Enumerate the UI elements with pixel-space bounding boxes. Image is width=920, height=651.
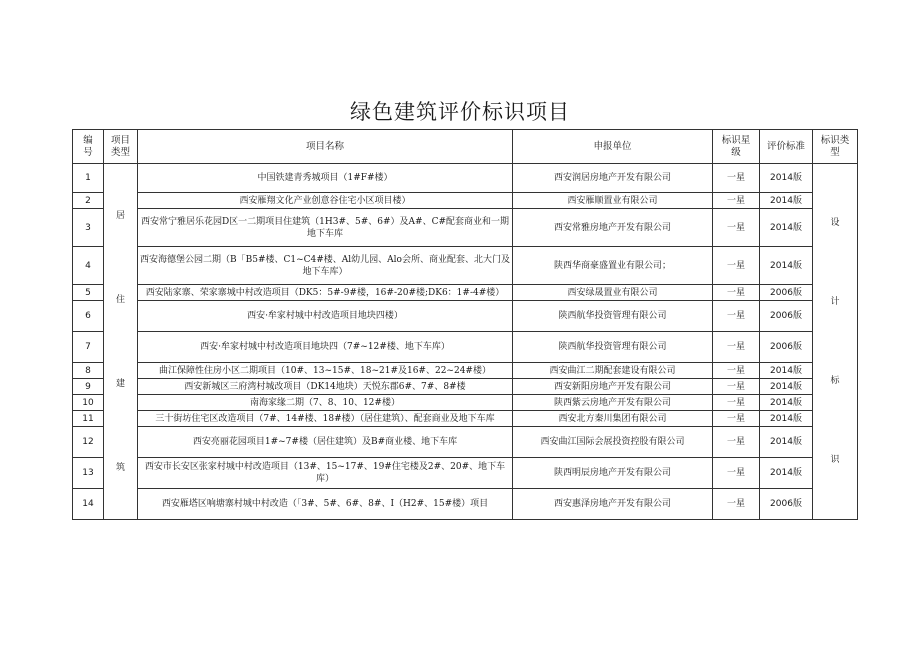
evaluation-standard: 2006版 <box>760 332 813 363</box>
header-row <box>73 130 858 164</box>
table-row <box>73 209 858 247</box>
star-level: 一星 <box>713 332 760 363</box>
row-num: 9 <box>73 379 104 395</box>
table-row <box>73 489 858 520</box>
evaluation-standard: 2014版 <box>760 164 813 193</box>
evaluation-standard: 2014版 <box>760 458 813 489</box>
project-type-cell <box>104 164 138 520</box>
project-table <box>72 129 858 520</box>
evaluation-standard: 2014版 <box>760 379 813 395</box>
star-level: 一星 <box>713 379 760 395</box>
row-num: 4 <box>73 247 104 285</box>
project-type-char: 建 <box>115 378 125 389</box>
row-num: 7 <box>73 332 104 363</box>
evaluation-standard: 2014版 <box>760 193 813 209</box>
table-row <box>73 247 858 285</box>
project-name: 西安海德堡公园二期（B「B5#楼、C1~C4#楼、Al幼儿园、Alo会所、商业配套、北大门及地下车库） <box>138 247 513 285</box>
evaluation-standard: 2014版 <box>760 363 813 379</box>
row-num: 5 <box>73 285 104 301</box>
table-row <box>73 285 858 301</box>
project-name: 西安雁翔文化产业创意谷住宅小区项目楼） <box>138 193 513 209</box>
row-num: 12 <box>73 427 104 458</box>
applicant-unit: 西安北方秦川集团有限公司 <box>513 411 713 427</box>
table-row <box>73 332 858 363</box>
applicant-unit: 陕西航华投资管理有限公司 <box>513 332 713 363</box>
page-title: 绿色建筑评价标识项目 <box>350 100 570 124</box>
header-label-type: 标识类 型 <box>813 130 858 164</box>
project-name: 西安亮丽花园项目1#~7#楼（居住建筑）及B#商业楼、地下车库 <box>138 427 513 458</box>
table-row <box>73 363 858 379</box>
table-row <box>73 301 858 332</box>
project-name: 西安常宁雅居乐花园D区一二期项目住建筑（1H3#、5#、6#）及A#、C#配套商业和一期地下车库 <box>138 209 513 247</box>
label-type-char: 计 <box>830 297 840 307</box>
star-level: 一星 <box>713 363 760 379</box>
applicant-unit: 陕西航华投资管理有限公司 <box>513 301 713 332</box>
project-name: 西安市长安区张家村城中村改造项目（13#、15~17#、19#住宅楼及2#、20#、地下车库） <box>138 458 513 489</box>
applicant-unit: 西安润居房地产开发有限公司 <box>513 164 713 193</box>
label-type-char: 识 <box>830 455 840 465</box>
row-num: 11 <box>73 411 104 427</box>
applicant-unit: 西安曲江二期配套建设有限公司 <box>513 363 713 379</box>
applicant-unit: 陕西紫云房地产开发有限公司 <box>513 395 713 411</box>
star-level: 一星 <box>713 285 760 301</box>
table-row <box>73 164 858 193</box>
header-unit: 申报单位 <box>513 130 713 164</box>
star-level: 一星 <box>713 301 760 332</box>
evaluation-standard: 2006版 <box>760 285 813 301</box>
evaluation-standard: 2006版 <box>760 301 813 332</box>
header-name: 项目名称 <box>138 130 513 164</box>
star-level: 一星 <box>713 411 760 427</box>
evaluation-standard: 2014版 <box>760 427 813 458</box>
project-name: 西安·牟家村城中村改造项目地块四楼） <box>138 301 513 332</box>
table-row <box>73 458 858 489</box>
applicant-unit: 西安绿晟置业有限公司 <box>513 285 713 301</box>
star-level: 一星 <box>713 193 760 209</box>
star-level: 一星 <box>713 458 760 489</box>
applicant-unit: 西安常雅房地产开发有限公司 <box>513 209 713 247</box>
evaluation-standard: 2014版 <box>760 209 813 247</box>
evaluation-standard: 2014版 <box>760 411 813 427</box>
applicant-unit: 西安曲江国际会展投资控股有限公司 <box>513 427 713 458</box>
applicant-unit: 陕西华商豪盛置业有限公司； <box>513 247 713 285</box>
row-num: 8 <box>73 363 104 379</box>
table-row <box>73 379 858 395</box>
star-level: 一星 <box>713 209 760 247</box>
star-level: 一星 <box>713 427 760 458</box>
project-name: 中国铁建青秀城项目（1#F#楼） <box>138 164 513 193</box>
evaluation-standard: 2014版 <box>760 395 813 411</box>
applicant-unit: 西安新阳房地产开发有限公司 <box>513 379 713 395</box>
star-level: 一星 <box>713 247 760 285</box>
label-type-char: 设 <box>830 218 840 228</box>
table-row <box>73 395 858 411</box>
row-num: 2 <box>73 193 104 209</box>
project-name: 南海家缘二期（7、8、10、12#楼） <box>138 395 513 411</box>
project-name: 西安新城区三府湾村城改项目（DK14地块）天悦东郡6#、7#、8#楼 <box>138 379 513 395</box>
evaluation-standard: 2006版 <box>760 489 813 520</box>
header-level: 标识星 级 <box>713 130 760 164</box>
header-standard: 评价标准 <box>760 130 813 164</box>
project-name: 三十街坊住宅区改造项目（7#、14#楼、18#楼）（居住建筑）、配套商业及地下车库 <box>138 411 513 427</box>
header-type: 项目 类型 <box>104 130 138 164</box>
star-level: 一星 <box>713 395 760 411</box>
project-type-char: 住 <box>115 294 125 305</box>
row-num: 3 <box>73 209 104 247</box>
header-num: 编 号 <box>73 130 104 164</box>
table-row <box>73 427 858 458</box>
project-name: 西安陆家寨、荣家寨城中村改造项目（DK5：5#-9#楼，16#-20#楼;DK6：1#-4#楼） <box>138 285 513 301</box>
project-type-char: 筑 <box>115 462 125 473</box>
project-name: 曲江保障性住房小区二期项目（10#、13~15#、18~21#及16#、22~24#楼） <box>138 363 513 379</box>
row-num: 1 <box>73 164 104 193</box>
project-name: 西安·牟家村城中村改造项目地块四（7#~12#楼、地下车库） <box>138 332 513 363</box>
project-name: 西安雁塔区响塘寨村城中村改造（「3#、5#、6#、8#、I（H2#、15#楼）项目 <box>138 489 513 520</box>
applicant-unit: 陕西明辰房地产开发有限公司 <box>513 458 713 489</box>
table-row <box>73 411 858 427</box>
evaluation-standard: 2014版 <box>760 247 813 285</box>
label-type-cell <box>813 164 858 520</box>
label-type-char: 标 <box>830 376 840 386</box>
row-num: 13 <box>73 458 104 489</box>
applicant-unit: 西安雁顺置业有限公司 <box>513 193 713 209</box>
project-type-char: 居 <box>115 210 125 221</box>
row-num: 10 <box>73 395 104 411</box>
table-row <box>73 193 858 209</box>
star-level: 一星 <box>713 164 760 193</box>
row-num: 6 <box>73 301 104 332</box>
star-level: 一星 <box>713 489 760 520</box>
applicant-unit: 西安惠泽房地产开发有限公司 <box>513 489 713 520</box>
row-num: 14 <box>73 489 104 520</box>
